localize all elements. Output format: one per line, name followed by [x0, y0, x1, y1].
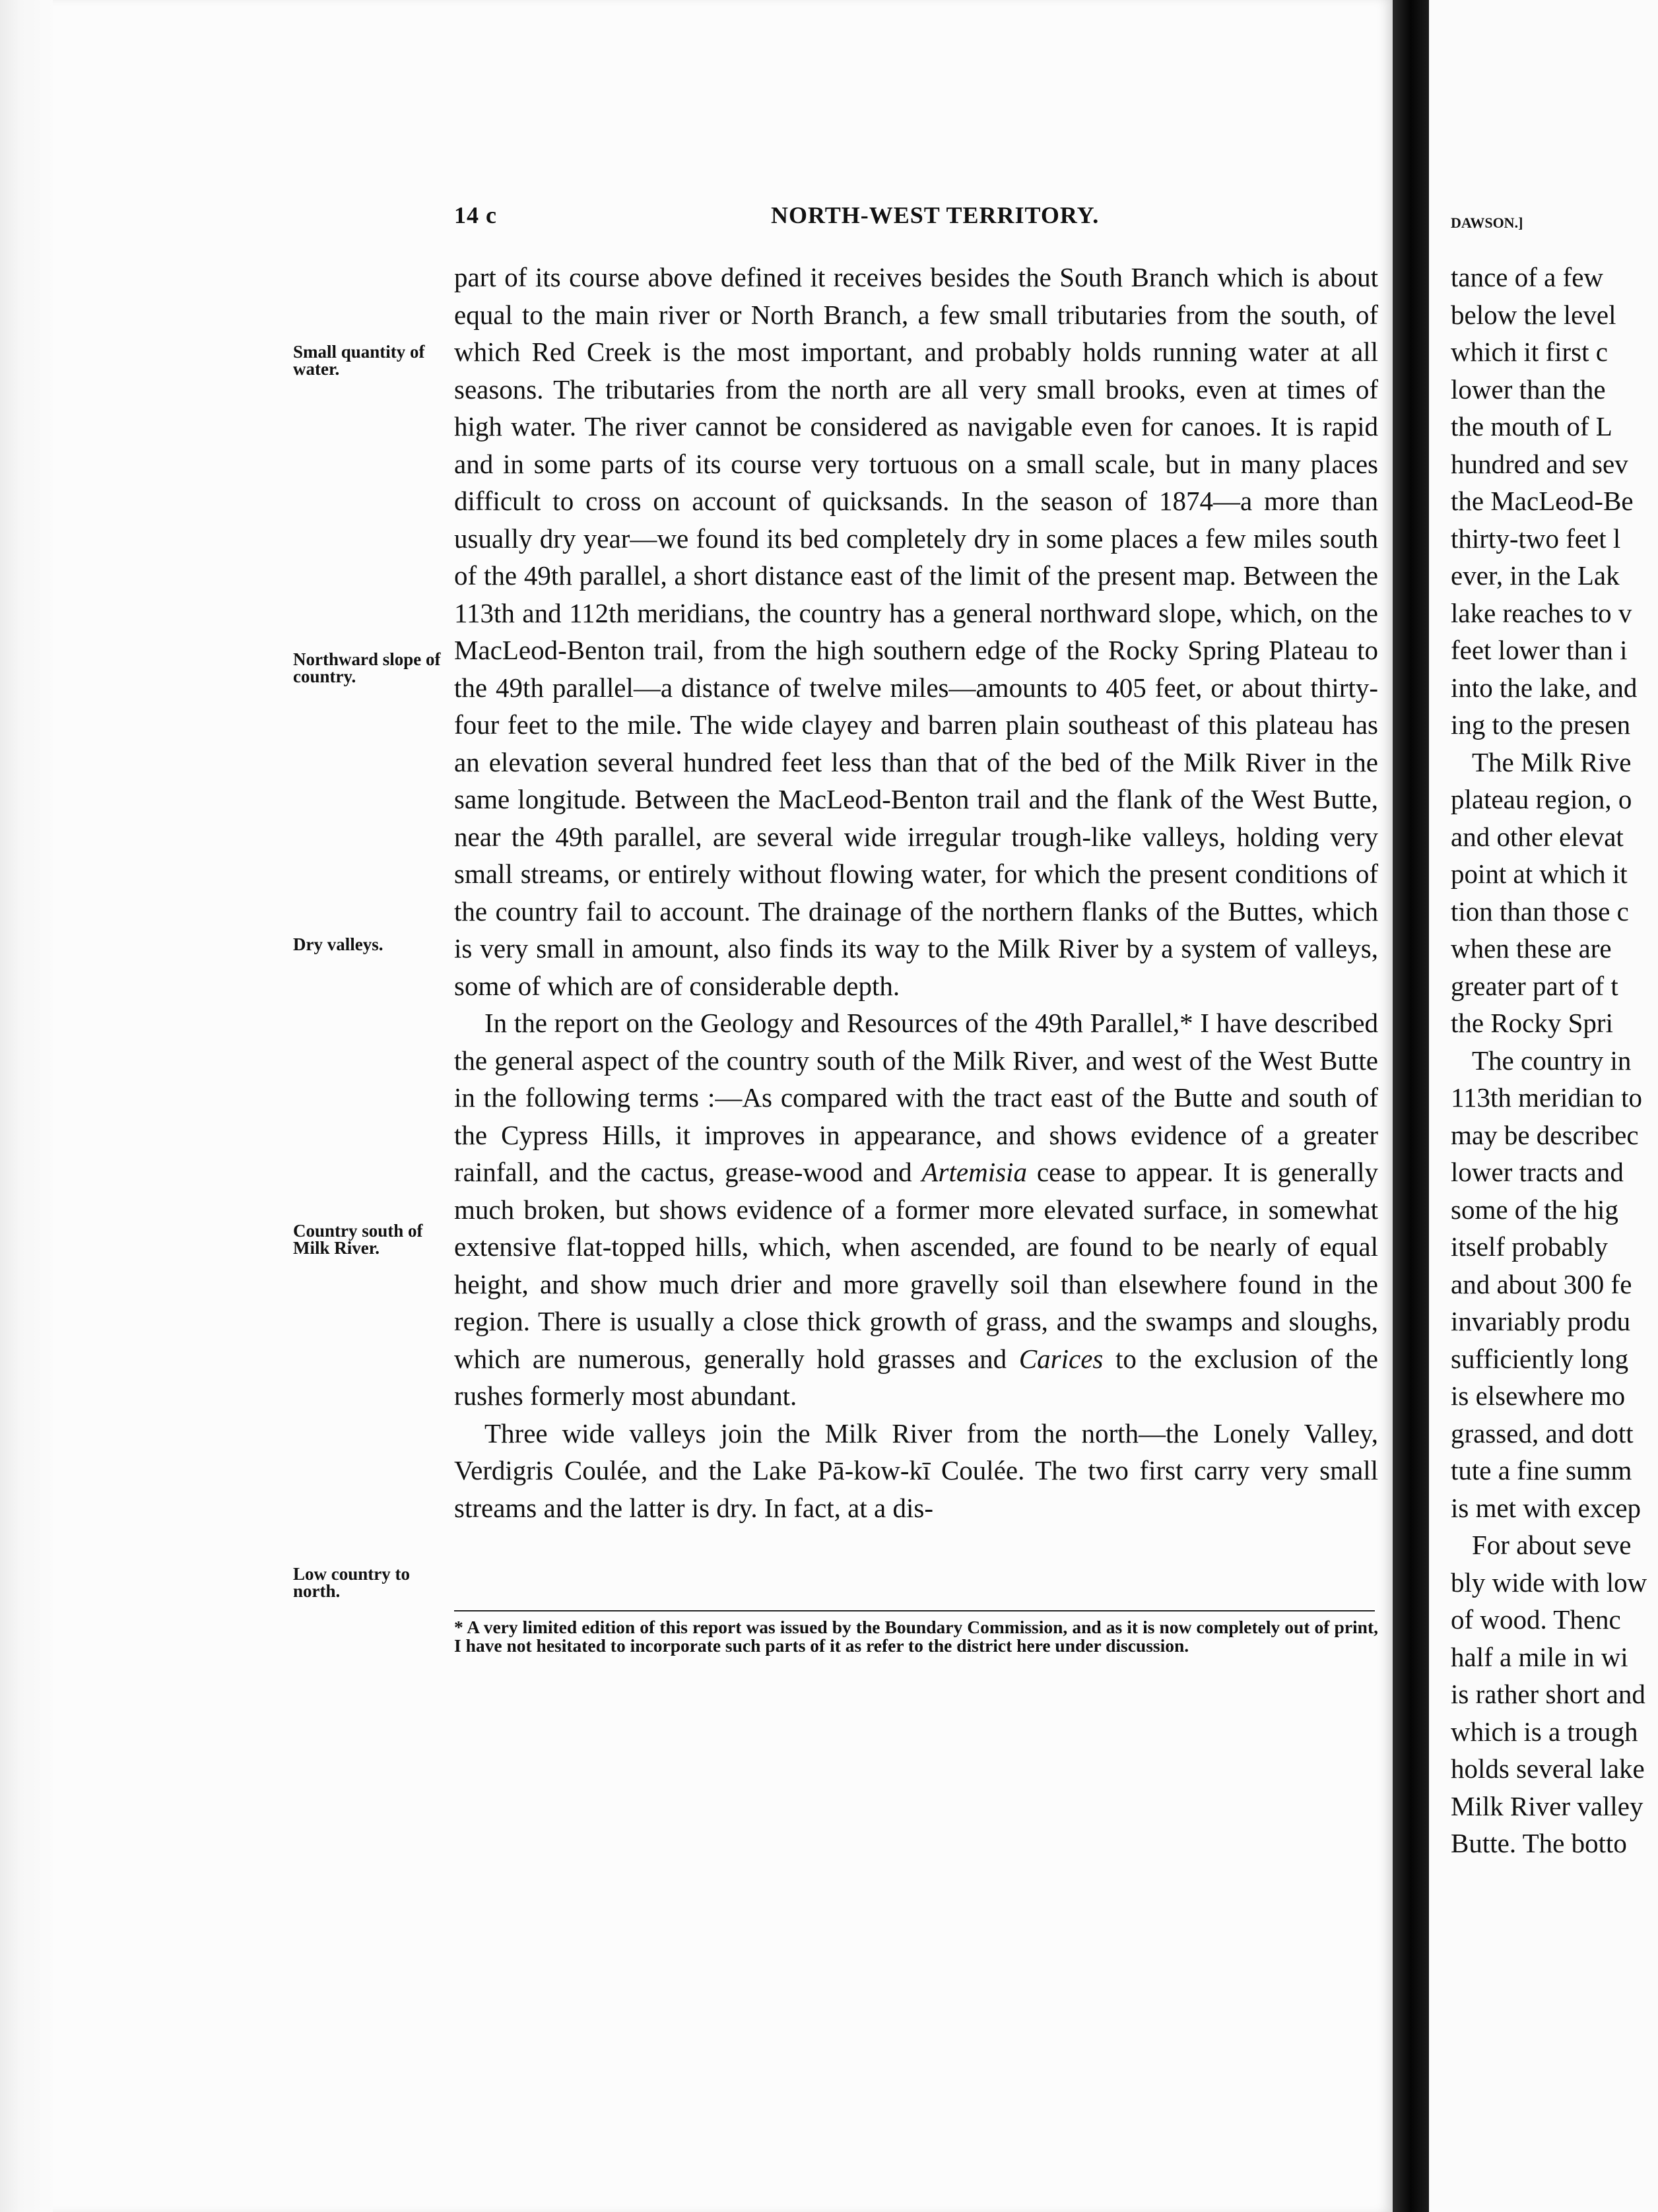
right-page-line: is elsewhere mo [1451, 1381, 1626, 1411]
italic-carices: Carices [1018, 1343, 1104, 1374]
right-page-line: bly wide with low [1451, 1567, 1647, 1598]
right-page-line: grassed, and dott [1451, 1417, 1634, 1448]
right-page-line: feet lower than i [1451, 635, 1628, 665]
page-edge-strip [0, 0, 53, 2212]
right-page-line: The country in [1472, 1045, 1632, 1076]
paragraph-3: Three wide valleys join the Milk River from the north—the Lonely Valley, Verdigris Coulée, and the Lake Pā-kow-kī Coulée. The two first carry very small streams and the latter is dry. In fact, at a dis- [454, 1417, 1378, 1523]
right-page-line: which is a trough [1451, 1716, 1638, 1747]
right-page-line: For about seve [1472, 1530, 1632, 1560]
book-gutter [1393, 0, 1429, 2212]
sidenote-small-quantity-of-water: Small quantity of water. [293, 342, 425, 379]
right-page-line: ever, in the Lak [1451, 560, 1620, 591]
right-page-line: and about 300 fe [1451, 1268, 1632, 1299]
right-page-line: the Rocky Spri [1451, 1008, 1613, 1038]
right-page-line: is rather short and [1451, 1679, 1645, 1709]
running-title: NORTH-WEST TERRITORY. [771, 202, 1100, 228]
right-page-line: when these are [1451, 933, 1612, 963]
left-running-head [454, 201, 1378, 234]
paragraph-2 [454, 1004, 1378, 1415]
footnote-rule [454, 1610, 1375, 1611]
right-page-line: point at which it [1451, 859, 1628, 889]
right-page-line: invariably produ [1451, 1306, 1631, 1336]
sidenote-low-country-to-north: Low country to north. [293, 1564, 410, 1601]
right-page-line: the mouth of L [1451, 411, 1612, 441]
right-page-line: sufficiently long [1451, 1343, 1629, 1374]
right-page-line: The Milk Rive [1472, 746, 1632, 777]
right-page-line: is met with excep [1451, 1492, 1641, 1523]
right-page-line: holds several lake [1451, 1753, 1645, 1784]
right-page-line: hundred and sev [1451, 448, 1628, 479]
right-page-line: thirty-two feet l [1451, 523, 1621, 554]
right-page-text [1451, 205, 1658, 1862]
right-page-line: greater part of t [1451, 970, 1618, 1001]
right-page-line: plateau region, o [1451, 784, 1632, 814]
right-running-head: DAWSON.] [1451, 214, 1523, 231]
right-page-line: Milk River valley [1451, 1790, 1643, 1821]
right-page-line: itself probably [1451, 1231, 1608, 1262]
right-page-line: and other elevat [1451, 821, 1624, 852]
right-page-line: Butte. The botto [1451, 1828, 1627, 1858]
footnote: * A very limited edition of this report was issued by the Boundary Commission, and as it is now completely out of print, I have not hesitated to incorporate such parts of it as refer to the district here under discussion. [454, 1617, 1378, 1656]
right-page-line: into the lake, and [1451, 672, 1638, 703]
right-page [1429, 0, 1658, 2212]
right-page-line: the MacLeod-Be [1451, 486, 1634, 516]
sidenote-dry-valleys: Dry valleys. [293, 934, 383, 954]
right-page-line: of wood. Thenc [1451, 1604, 1621, 1635]
right-page-line: tion than those c [1451, 895, 1629, 927]
right-page-line: tute a fine summ [1451, 1455, 1632, 1485]
sidenote-country-south-of-milk-river: Country south of Milk River. [293, 1221, 423, 1258]
paragraph-2-part-3: to the exclusion of the rushes formerly most abundant. [454, 1343, 1378, 1411]
body-text [454, 259, 1378, 1526]
right-page-line: tance of a few [1451, 262, 1604, 292]
right-page-line: lower tracts and [1451, 1157, 1624, 1187]
sidenote-northward-slope: Northward slope of country. [293, 649, 441, 686]
right-page-line: ing to the presen [1451, 709, 1631, 740]
right-page-line: half a mile in wi [1451, 1641, 1628, 1672]
right-page-line: lake reaches to v [1451, 597, 1632, 628]
right-page-line: some of the hig [1451, 1194, 1618, 1225]
page-number: 14 c [454, 202, 497, 228]
paragraph-1: part of its course above defined it receives besides the South Branch which is about equal to the main river or North Branch, a few small tributaries from the south, of which Red Creek is the most important, and probably holds running water at all seasons. The tributaries from the north are all very small brooks, even at times of high water. The river cannot be considered as navigable even for canoes. It is rapid and in some parts of its course very tortuous on a small scale, but in many places difficult to cross on account of quicksands. In the season of 1874—a more than usually dry year—we found its bed completely dry in some places a few miles south of the 49th parallel, a short distance east of the limit of the present map. Between the 113th and 112th meridians, the country has a general northward slope, which, on the MacLeod-Benton trail, from the high southern edge of the Rocky Spring Plateau to the 49th parallel—a distance of twelve miles—amounts to 405 feet, or about thirty-four feet to the mile. The wide clayey and barren plain southeast of this plateau has an elevation several hundred feet less than that of the bed of the Milk River in the same longitude. Between the MacLeod-Benton trail and the flank of the West Butte, near the 49th parallel, are several wide irregular trough-like valleys, holding very small streams, or entirely without flowing water, for which the present conditions of the country fail to account. The drainage of the northern flanks of the Buttes, which is very small in amount, also finds its way to the Milk River by a system of valleys, some of which are of considerable depth. [454, 262, 1378, 1001]
right-page-line: 113th meridian to [1451, 1082, 1642, 1113]
italic-artemisia: Artemisia [921, 1157, 1027, 1187]
right-page-line: below the level [1451, 299, 1616, 330]
right-page-line: lower than the [1451, 374, 1606, 405]
paragraph-2-part-2: cease to appear. It is generally much broken, but shows evidence of a former more elevated surface, in somewhat extensive flat-topped hills, which, when ascended, are found to be nearly of equal height, and show much drier and more gravelly soil than elsewhere found in the region. There is usually a close thick growth of grass, and the swamps and sloughs, which are numerous, generally hold grasses and [454, 1157, 1378, 1374]
right-page-line: which it first c [1451, 337, 1608, 367]
right-page-line: may be describec [1451, 1119, 1639, 1150]
paragraph-2-part-1: In the report on the Geology and Resources of the 49th Parallel,* I have described the general aspect of the country south of the Milk River, and west of the West Butte in the following terms :—As compared with the tract east of the Butte and south of the Cypress Hills, it improves in appearance, and shows evidence of a greater rainfall, and the cactus, grease-wood and [454, 1008, 1378, 1187]
